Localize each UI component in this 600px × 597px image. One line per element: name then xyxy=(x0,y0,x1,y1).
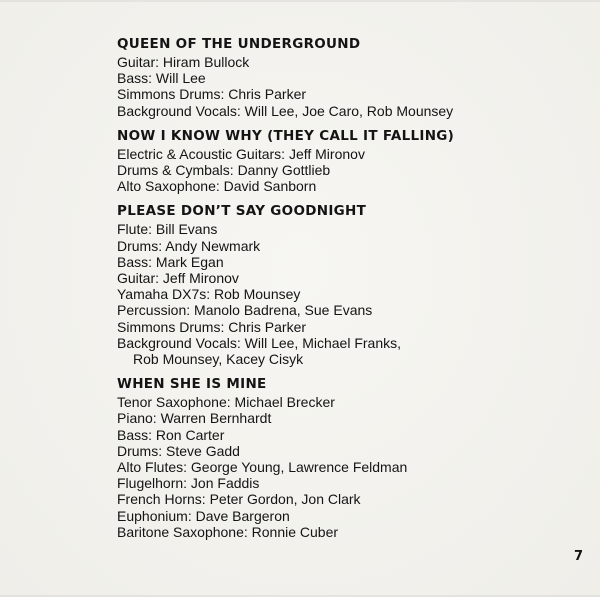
credit-line: Flute: Bill Evans xyxy=(117,221,218,238)
credit-line: Bass: Ron Carter xyxy=(117,426,225,443)
page-edge-top xyxy=(0,0,600,2)
page-number: 7 xyxy=(574,549,584,564)
credit-line: Background Vocals: Will Lee, Michael Franks, xyxy=(117,334,402,351)
credit-line: French Horns: Peter Gordon, Jon Clark xyxy=(117,491,361,508)
credit-line: Tenor Saxophone: Michael Brecker xyxy=(117,394,335,411)
song-section-queen-of-the-underground xyxy=(117,36,557,119)
song-title: QUEEN OF THE UNDERGROUND xyxy=(117,36,361,52)
credit-line: Yamaha DX7s: Rob Mounsey xyxy=(117,286,301,303)
credit-line-continuation: Rob Mounsey, Kacey Cisyk xyxy=(133,351,304,368)
credit-line: Alto Flutes: George Young, Lawrence Feldman xyxy=(117,459,408,476)
credit-line: Electric & Acoustic Guitars: Jeff Mironov xyxy=(117,145,365,162)
song-section-when-she-is-mine xyxy=(117,376,557,540)
credit-line: Baritone Saxophone: Ronnie Cuber xyxy=(117,523,339,540)
credit-line: Bass: Mark Egan xyxy=(117,253,224,270)
song-title: WHEN SHE IS MINE xyxy=(117,376,267,393)
song-section-please-dont-say-goodnight xyxy=(117,203,557,367)
credit-line: Guitar: Jeff Mironov xyxy=(117,270,239,287)
credit-line: Flugelhorn: Jon Faddis xyxy=(117,475,260,492)
credit-line: Drums & Cymbals: Danny Gottlieb xyxy=(117,162,331,179)
credit-line: Background Vocals: Will Lee, Joe Caro, Rob Mounsey xyxy=(117,102,454,119)
credit-line: Bass: Will Lee xyxy=(117,70,206,87)
credit-line: Guitar: Hiram Bullock xyxy=(117,54,250,70)
song-title: NOW I KNOW WHY (THEY CALL IT FALLING) xyxy=(117,127,455,144)
credit-line: Drums: Steve Gadd xyxy=(117,442,240,459)
credit-line: Alto Saxophone: David Sanborn xyxy=(117,178,317,195)
credit-line: Simmons Drums: Chris Parker xyxy=(117,86,307,103)
credit-line: Piano: Warren Bernhardt xyxy=(117,410,272,427)
song-title: PLEASE DON’T SAY GOODNIGHT xyxy=(117,203,367,220)
credit-line: Euphonium: Dave Bargeron xyxy=(117,507,290,524)
credits-content xyxy=(117,36,557,549)
credit-line: Drums: Andy Newmark xyxy=(117,237,261,254)
song-section-now-i-know-why xyxy=(117,128,557,195)
credit-line: Simmons Drums: Chris Parker xyxy=(117,318,307,335)
credit-line: Percussion: Manolo Badrena, Sue Evans xyxy=(117,302,373,319)
